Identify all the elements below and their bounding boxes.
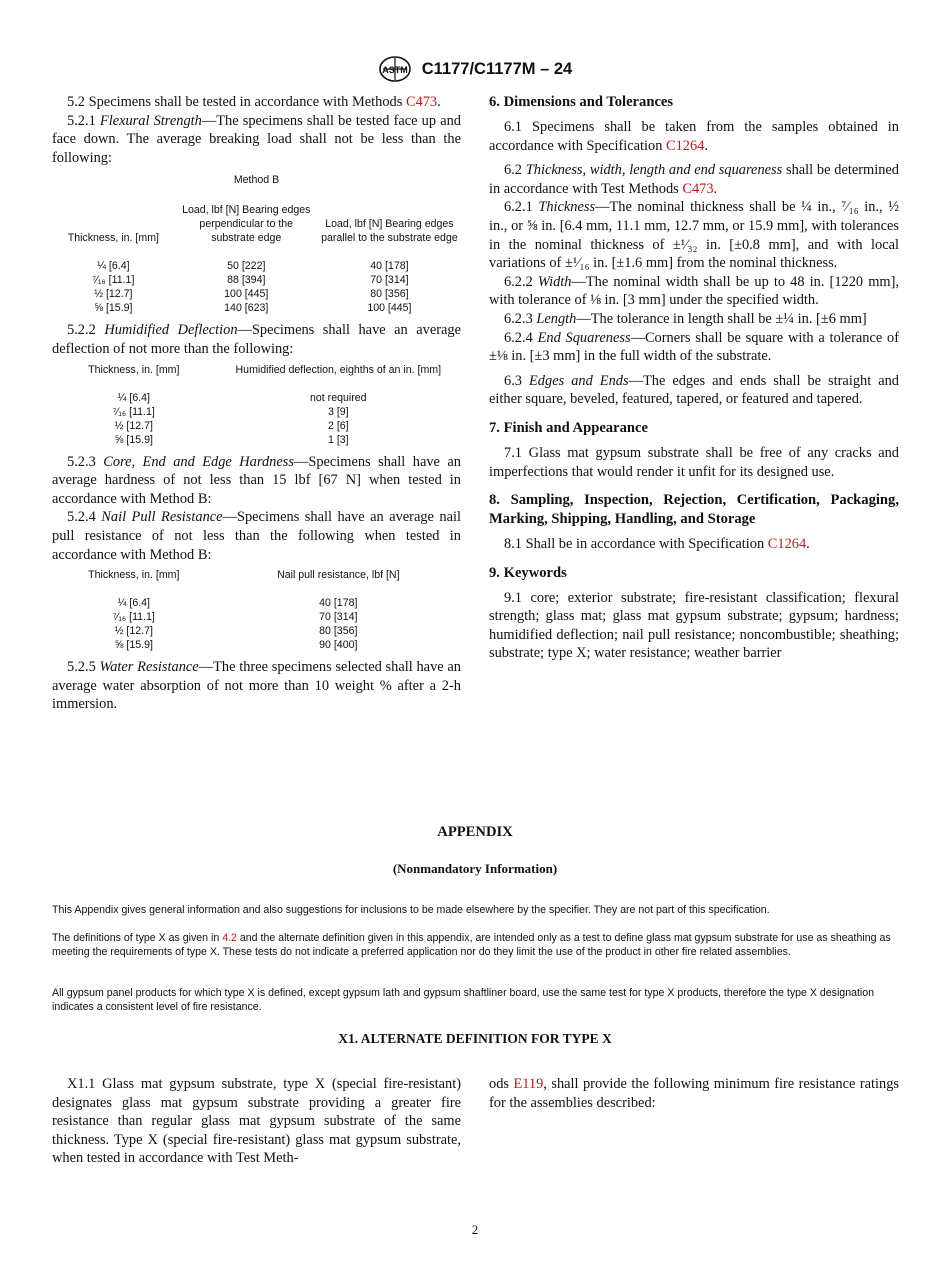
table-row: ¼ [6.4] not required [117,391,367,404]
para-9-1: 9.1 core; exterior substrate; fire-resistant classification; flexural strength; glass mat; glass mat gypsum substrate; gypsum; hardness; humidified deflection; nail pull resistance; noncombustible; sheathing; substrate; type X; water resistance; weather barrier [489,589,899,662]
x1-1-left: X1.1 Glass mat gypsum substrate, type X (special fire-resistant) designates glass mat gypsum substrate providing a greater fire resistance than regular glass mat gypsum substrate of the same thickness. Type X (special fire-resistant) glass mat gypsum substrate, when tested in accordance with Test Meth- [52,1076,461,1167]
section-8-heading: 8. Sampling, Inspection, Rejection, Certification, Packaging, Marking, Shipping, Handling, and Storage [489,492,899,528]
para-5-2: 5.2 Specimens shall be tested in accordance with Methods C473. [67,94,441,110]
table-row: ½ [12.7] 80 [356] [114,625,358,638]
appendix-title: APPENDIX [437,824,513,840]
table-row: ⅝ [15.9] 1 [3] [114,433,349,446]
para-5-2-5: 5.2.5 Water Resistance—The three specimens selected shall have an average water absorption of not more than 10 weight % after a 2-h immersion. [52,659,461,713]
ref-c473[interactable]: C473 [682,180,714,197]
page-number: 2 [471,1222,479,1237]
ref-c473[interactable]: C473 [405,94,438,110]
appendix-note-3: All gypsum panel products for which type X is defined, except gypsum lath and gypsum shaftliner board, use the same test for type X products, therefore the type X designation indicates a consistent level of fire resistance. [52,987,875,1013]
para-6-3: 6.3 Edges and Ends—The edges and ends shall be straight and either square, beveled, featured, tapered, or featured and tapered. [489,372,899,408]
para-6-1: 6.1 Specimens shall be taken from the samples obtained in accordance with Specification C1264. [489,119,899,154]
right-column [489,93,899,663]
para-6-2-1: 6.2.1 Thickness—The nominal thickness shall be ¼ in., ⁷⁄₁₆ in., ½ in., or ⅝ in. [6.4 mm, 11.1 mm, 12.7 mm, or 15.9 mm], with tolerances in the nominal thickness of ±¹⁄₃₂ in. [±0.8 mm], and with local variations of ±¹⁄₁₆ in. [±1.6 mm] from the nominal thickness. [489,199,899,272]
table-row: ¼ [6.4] 50 [222] 40 [178] [97,260,409,273]
para-7-1: 7.1 Glass mat gypsum substrate shall be free of any cracks and imperfections that would render it unfit for its designed use. [489,444,899,480]
ref-4-2[interactable]: 4.2 [222,932,237,944]
para-8-1: 8.1 Shall be in accordance with Specification C1264. [504,536,810,553]
para-6-2-2: 6.2.2 Width—The nominal width shall be up to 48 in. [1220 mm], with tolerance of ⅛ in. [3 mm] under the specified width. [489,273,899,309]
page-header [0,56,950,82]
astm-logo-icon [378,56,412,82]
deflection-table: Thickness, in. [mm] Humidified deflection, eighths of an in. [mm] ¼ [6.4] not required ⁷⁄₁₆ [11.1] 3 [9] ½ [12.7] 2 [6] ⅝ [15.9] 1 [3] [52,363,461,447]
section-7-heading: 7. Finish and Appearance [489,419,648,436]
svg-text:ASTM: ASTM [382,65,408,75]
section-6-heading: 6. Dimensions and Tolerances [489,94,674,110]
para-5-2-2: 5.2.2 Humidified Deflection—Specimens shall have an average deflection of not more than the following: [52,322,461,357]
table-row: ¼ [6.4] 40 [178] [117,597,358,610]
table-row: ⁷⁄₁₆ [11.1] 88 [394] 70 [314] [92,274,409,287]
para-6-2: 6.2 Thickness, width, length and end squareness shall be determined in accordance with Test Methods C473. [489,162,899,197]
ref-c1264[interactable]: C1264 [767,536,807,553]
section-9-heading: 9. Keywords [489,564,567,581]
table-row: ⅝ [15.9] 90 [400] [114,639,358,652]
nail-pull-table: Thickness, in. [mm] Nail pull resistance, lbf [N] ¼ [6.4] 40 [178] ⁷⁄₁₆ [11.1] 70 [314] ½ [12.7] 80 [356] ⅝ [15.9] 90 [400] [52,568,461,652]
para-6-2-3: 6.2.3 Length—The tolerance in length shall be ±¼ in. [±6 mm] [504,310,867,327]
table-row: ⁷⁄₁₆ [11.1] 70 [314] [112,611,358,624]
x1-title: X1. ALTERNATE DEFINITION FOR TYPE X [338,1031,612,1046]
flexural-table: Thickness, in. [mm] Load, lbf [N] Bearing edges perpendicular to the substrate edge Load, lbf [N] Bearing edges parallel to the substrate edge ¼ [6.4] 50 [222] 40 [178] ⁷⁄₁₆ [11.1] 88 [394] 70 [314] ½ [12.7] 100 [445] 80 [356] ⅝ [15.9] 140 [623] 100 [445] [52,203,461,315]
left-column [52,93,461,714]
table-row: ½ [12.7] 100 [445] 80 [356] [94,288,409,301]
para-5-2-3: 5.2.3 Core, End and Edge Hardness—Specimens shall have an average hardness of not less than 15 lbf [67 N] when tested in accordance with Method B: [52,453,461,507]
table-row: ½ [12.7] 2 [6] [114,419,349,432]
designation: C1177/C1177M – 24 [421,59,573,78]
para-5-2-4: 5.2.4 Nail Pull Resistance—Specimens shall have an average nail pull resistance of not less than the following when tested in accordance with Method B: [52,509,461,563]
appendix-note-2: The definitions of type X as given in 4.2 and the alternate definition given in this appendix, are intended only as a test to define glass mat gypsum substrate for use as sheathing as meeting the requirements of type X. These tests do not indicate a preferred application nor do they limit the use of the product in other fire related assemblies. [52,932,891,958]
method-heading: Method B [233,174,280,187]
table-row: ⁷⁄₁₆ [11.1] 3 [9] [112,405,349,418]
para-5-2-1: 5.2.1 Flexural Strength—The specimens shall be tested face up and face down. The average breaking load shall not be less than the following: [52,112,461,166]
ref-e119[interactable]: E119 [513,1076,544,1092]
table-row: ⅝ [15.9] 140 [623] 100 [445] [94,302,412,315]
ref-c1264[interactable]: C1264 [666,137,705,154]
x1-1-right: ods E119, shall provide the following minimum fire resistance ratings for the assemblies described: [489,1076,899,1111]
para-6-2-4: 6.2.4 End Squareness—Corners shall be square with a tolerance of ±⅛ in. [±3 mm] in the full width of the substrate. [489,329,899,365]
appendix-subtitle: (Nonmandatory Information) [392,861,558,876]
appendix-note-1: This Appendix gives general information and also suggestions for inclusions to be made elsewhere by the specifier. They are not part of this specification. [52,904,770,916]
